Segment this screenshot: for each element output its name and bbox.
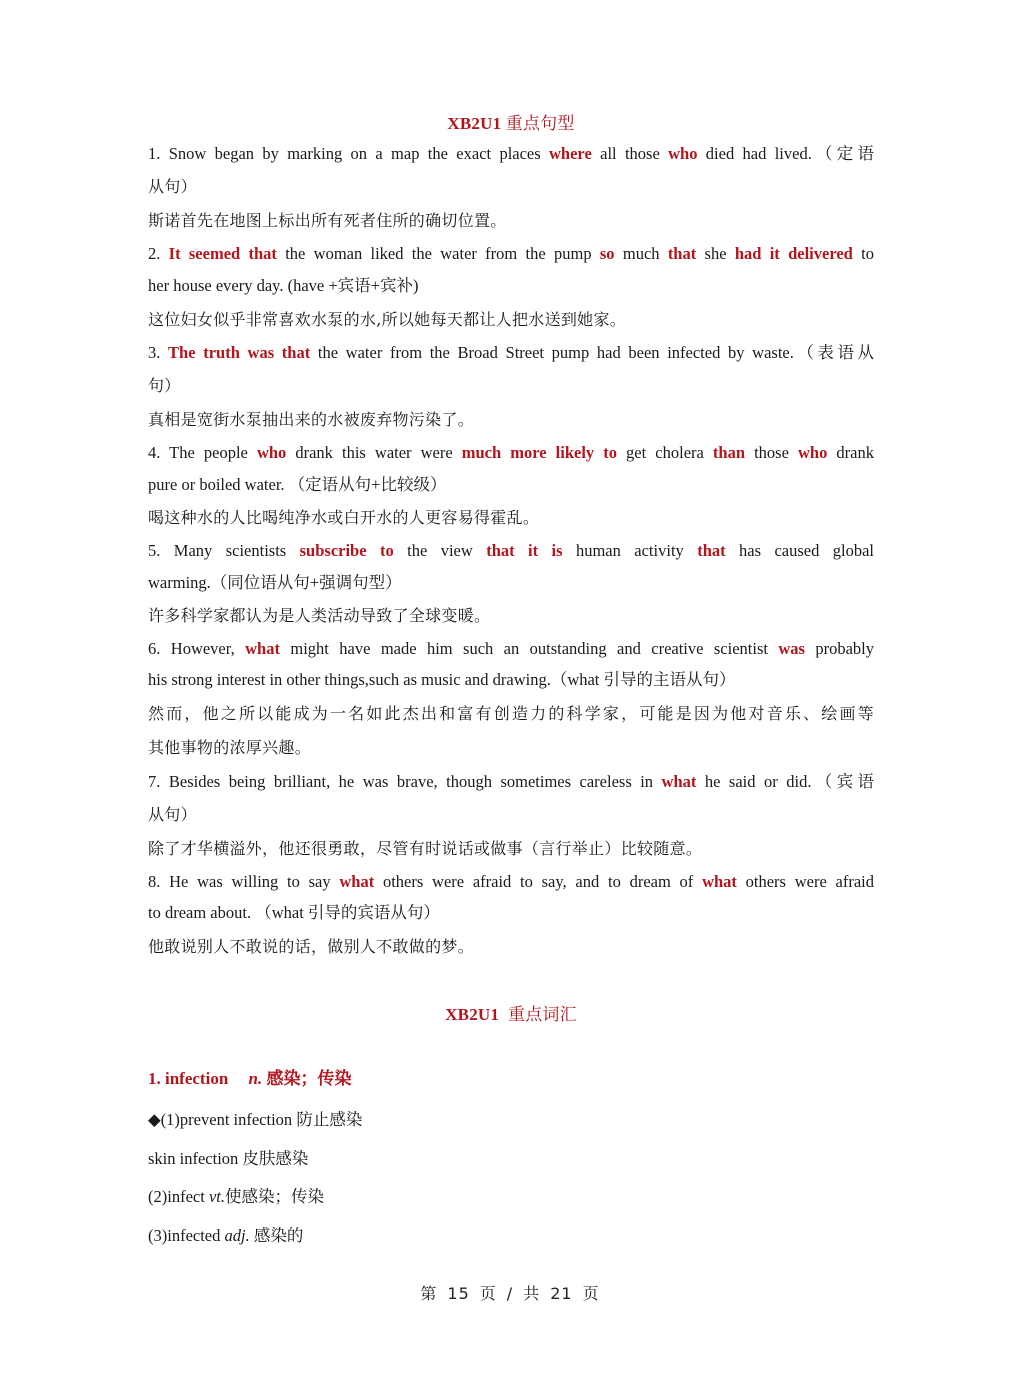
text: drank this water were — [286, 443, 462, 462]
text: died had lived.（定语 — [697, 144, 874, 163]
text: Besides being brilliant, he was brave, though sometimes careless in — [168, 772, 662, 791]
text: the woman liked the water from the pump — [276, 244, 600, 263]
text: all those — [591, 144, 669, 163]
sentence-4-line2: pure or boiled water. （定语从句+比较级） — [148, 475, 447, 494]
vocab-line — [148, 1145, 308, 1169]
text: the water from the Broad Street pump had been infected by waste.（表语从 — [310, 343, 874, 362]
highlight: The truth was that — [168, 343, 311, 362]
text: she — [696, 244, 735, 263]
part-of-speech: adj. — [224, 1226, 250, 1245]
vocab-headword-infection — [148, 1064, 352, 1089]
highlight: where — [549, 144, 592, 163]
highlight: who — [256, 443, 287, 462]
sentence-1-line1 — [148, 143, 874, 165]
footer-text: 页 — [479, 1284, 497, 1303]
section-label: 重点词汇 — [508, 1005, 577, 1024]
text: he said or did.（宾语 — [696, 772, 875, 791]
sentence-5-translation: 许多科学家都认为是人类活动导致了全球变暖。 — [148, 606, 491, 625]
sentence-number: 7. — [148, 772, 161, 791]
sentence-number: 4. — [148, 443, 161, 462]
sentence-2-line2: her house every day. (have +宾语+宾补) — [148, 276, 419, 295]
text: 防止感染 — [296, 1110, 363, 1129]
text: might have made him such an outstanding and creative scientist — [279, 639, 779, 658]
text: those — [745, 443, 799, 462]
meaning: 感染；传染 — [266, 1069, 352, 1088]
text: 感染的 — [249, 1226, 304, 1245]
sentence-1-line2: 从句） — [148, 177, 197, 196]
text: others were afraid to say, and to dream of — [374, 872, 703, 891]
section-code: XB2U1 — [447, 114, 502, 133]
text: Snow began by marking on a map the exact places — [168, 144, 550, 163]
sentence-2-translation: 这位妇女似乎非常喜欢水泵的水,所以她每天都让人把水送到她家。 — [148, 310, 627, 329]
highlight: what — [245, 639, 280, 658]
vocab-section-title — [148, 1000, 874, 1025]
section-label: 重点句型 — [505, 114, 575, 133]
headword: 1. infection — [148, 1069, 229, 1088]
current-page-number: 15 — [447, 1284, 470, 1303]
highlight: that — [697, 541, 726, 560]
text: others were afraid — [736, 872, 875, 891]
sentence-section-title — [148, 109, 874, 134]
sentence-4-translation: 喝这种水的人比喝纯净水或白开水的人更容易得霍乱。 — [148, 508, 540, 527]
highlight: much more likely to — [461, 443, 617, 462]
sentence-7-translation: 除了才华横溢外，他还很勇敢，尽管有时说话或做事（言行举止）比较随意。 — [148, 839, 703, 858]
text: 使感染；传染 — [224, 1187, 324, 1206]
highlight: than — [712, 443, 746, 462]
highlight: what — [339, 872, 375, 891]
text: skin infection — [148, 1149, 243, 1168]
sentence-5-line1 — [148, 540, 874, 562]
section-code: XB2U1 — [445, 1005, 500, 1024]
highlight: that it is — [486, 541, 563, 560]
highlight: what — [661, 772, 697, 791]
text: the view — [393, 541, 487, 560]
text: drank — [827, 443, 874, 462]
total-pages-number: 21 — [550, 1284, 573, 1303]
footer-text: 第 — [420, 1284, 438, 1303]
highlight: was — [778, 639, 805, 658]
sentence-3-line1 — [148, 342, 874, 364]
highlight: who — [798, 443, 828, 462]
vocab-line — [148, 1106, 362, 1130]
text: has caused global — [725, 541, 875, 560]
footer-separator: / — [506, 1284, 514, 1303]
sentence-8-line2: to dream about. （what 引导的宾语从句） — [148, 903, 440, 922]
sentence-1-translation: 斯诺首先在地图上标出所有死者住所的确切位置。 — [148, 211, 507, 230]
text: much — [614, 244, 668, 263]
footer-text: 共 — [523, 1284, 541, 1303]
sentence-number: 3. — [148, 343, 161, 362]
sentence-7-line1 — [148, 771, 874, 793]
sentence-5-line2: warming.（同位语从句+强调句型） — [148, 573, 402, 592]
text: human activity — [562, 541, 698, 560]
text: probably — [804, 639, 875, 658]
vocab-line — [148, 1222, 303, 1246]
vocab-line — [148, 1183, 324, 1207]
sentence-4-line1 — [148, 442, 874, 464]
text: 皮肤感染 — [242, 1149, 309, 1168]
text: (2)infect — [148, 1187, 209, 1206]
sentence-7-line2: 从句） — [148, 805, 197, 824]
text: get cholera — [616, 443, 713, 462]
sentence-3-translation: 真相是宽街水泵抽出来的水被废弃物污染了。 — [148, 410, 475, 429]
sentence-2-line1 — [148, 243, 874, 265]
footer-text: 页 — [582, 1284, 600, 1303]
part-of-speech: vt. — [208, 1187, 225, 1206]
sentence-6-line2: his strong interest in other things,such as music and drawing.（what 引导的主语从句） — [148, 670, 736, 689]
highlight: so — [599, 244, 615, 263]
sentence-number: 8. — [148, 872, 161, 891]
sentence-number: 6. — [148, 639, 161, 658]
sentence-8-line1 — [148, 871, 874, 893]
text: (3)infected — [148, 1226, 225, 1245]
sentence-8-translation: 他敢说别人不敢说的话，做别人不敢做的梦。 — [148, 937, 475, 956]
highlight: It seemed that — [168, 244, 277, 263]
text: Many scientists — [173, 541, 300, 560]
sentence-3-line2: 句） — [148, 376, 181, 395]
highlight: who — [668, 144, 698, 163]
sentence-number: 5. — [148, 541, 161, 560]
highlight: had it delivered — [734, 244, 853, 263]
highlight: what — [702, 872, 737, 891]
part-of-speech: n. — [248, 1069, 263, 1088]
sentence-number: 2. — [148, 244, 161, 263]
text: to — [852, 244, 875, 263]
highlight: subscribe to — [299, 541, 394, 560]
text: However, — [170, 639, 246, 658]
text: The people — [169, 443, 257, 462]
sentence-6-line1 — [148, 638, 874, 660]
text: ◆(1)prevent infection — [148, 1110, 297, 1129]
sentence-6-translation: 然而，他之所以能成为一名如此杰出和富有创造力的科学家，可能是因为他对音乐、绘画等 — [148, 704, 874, 723]
sentence-number: 1. — [148, 144, 161, 163]
page-footer — [0, 1281, 1020, 1304]
text: He was willing to say — [169, 872, 340, 891]
highlight: that — [667, 244, 697, 263]
sentence-6-translation-cont: 其他事物的浓厚兴趣。 — [148, 738, 312, 757]
